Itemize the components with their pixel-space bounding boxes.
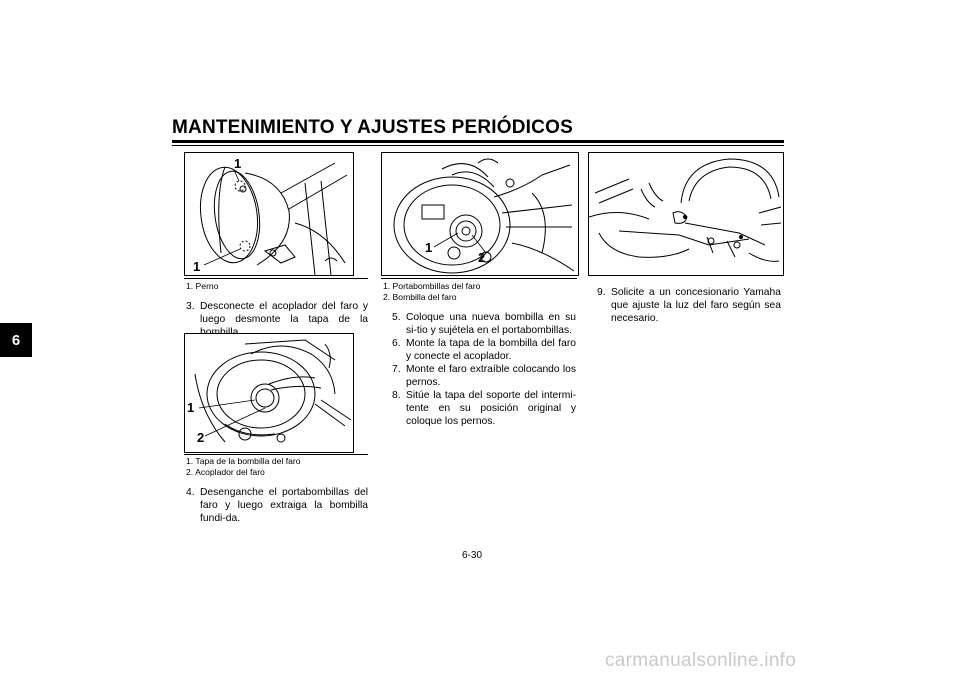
caption-rule [184,278,368,279]
step-text: Desenganche el portabombillas del faro y luego extraiga la bombilla fundi-da. [200,487,368,524]
callout-2: 2 [197,430,205,445]
caption-rule [184,454,368,455]
step-number: 8. [392,390,401,401]
caption-bulb-holder: 1. Portabombillas del faro [383,281,481,291]
step-4 [186,486,368,525]
step-9 [597,286,781,325]
step-7 [392,363,576,389]
step-number: 3. [186,301,195,312]
page-title: MANTENIMIENTO Y AJUSTES PERIÓDICOS [172,117,573,138]
step-text: Monte el faro extraíble colocando los pernos. [406,364,576,388]
bolts-illustration [185,153,353,275]
figure-bulb-holder [381,152,579,276]
step-number: 4. [186,487,195,498]
step-8 [392,389,576,428]
step-number: 9. [597,287,606,298]
chapter-tab: 6 [0,323,32,357]
callout-1: 1 [187,400,195,415]
caption-bulb-cover: 1. Tapa de la bombilla del faro [186,456,301,466]
callout-1-top: 1 [234,156,242,171]
step-5 [392,311,576,337]
title-rule-thin [172,145,784,146]
callout-1: 1 [425,240,433,255]
step-text: Coloque una nueva bombilla en su si-tio y sujétela en el portabombillas. [406,312,576,336]
step-6 [392,337,576,363]
headlight-adjust-illustration [589,153,783,275]
watermark: carmanualsonline.info [605,650,797,671]
step-number: 6. [392,338,401,349]
figure-headlight-adjust [588,152,784,276]
bulb-cover-illustration [185,334,353,452]
step-number: 7. [392,364,401,375]
caption-rule [381,278,577,279]
step-text: Solicite a un concesionario Yamaha que ajuste la luz del faro según sea necesario. [611,287,781,324]
step-text: Monte la tapa de la bombilla del faro y conecte el acoplador. [406,338,576,362]
figure-bolts [184,152,354,276]
steps-5-8 [392,311,576,428]
step-text: Sitúe la tapa del soporte del intermi-tente en su posición original y coloque los pernos. [406,390,576,427]
figure-bulb-cover [184,333,354,453]
step-text: Desconecte el acoplador del faro y luego desmonte la tapa de la [200,301,368,325]
caption-coupler: 2. Acoplador del faro [186,467,265,477]
page-number: 6-30 [462,550,483,561]
title-rule-thick [172,140,784,143]
caption-bulb: 2. Bombilla del faro [383,292,457,302]
step-number: 5. [392,312,401,323]
caption-bolt: 1. Perno [186,281,219,291]
callout-2: 2 [478,250,486,265]
callout-1-bottom: 1 [193,259,201,274]
